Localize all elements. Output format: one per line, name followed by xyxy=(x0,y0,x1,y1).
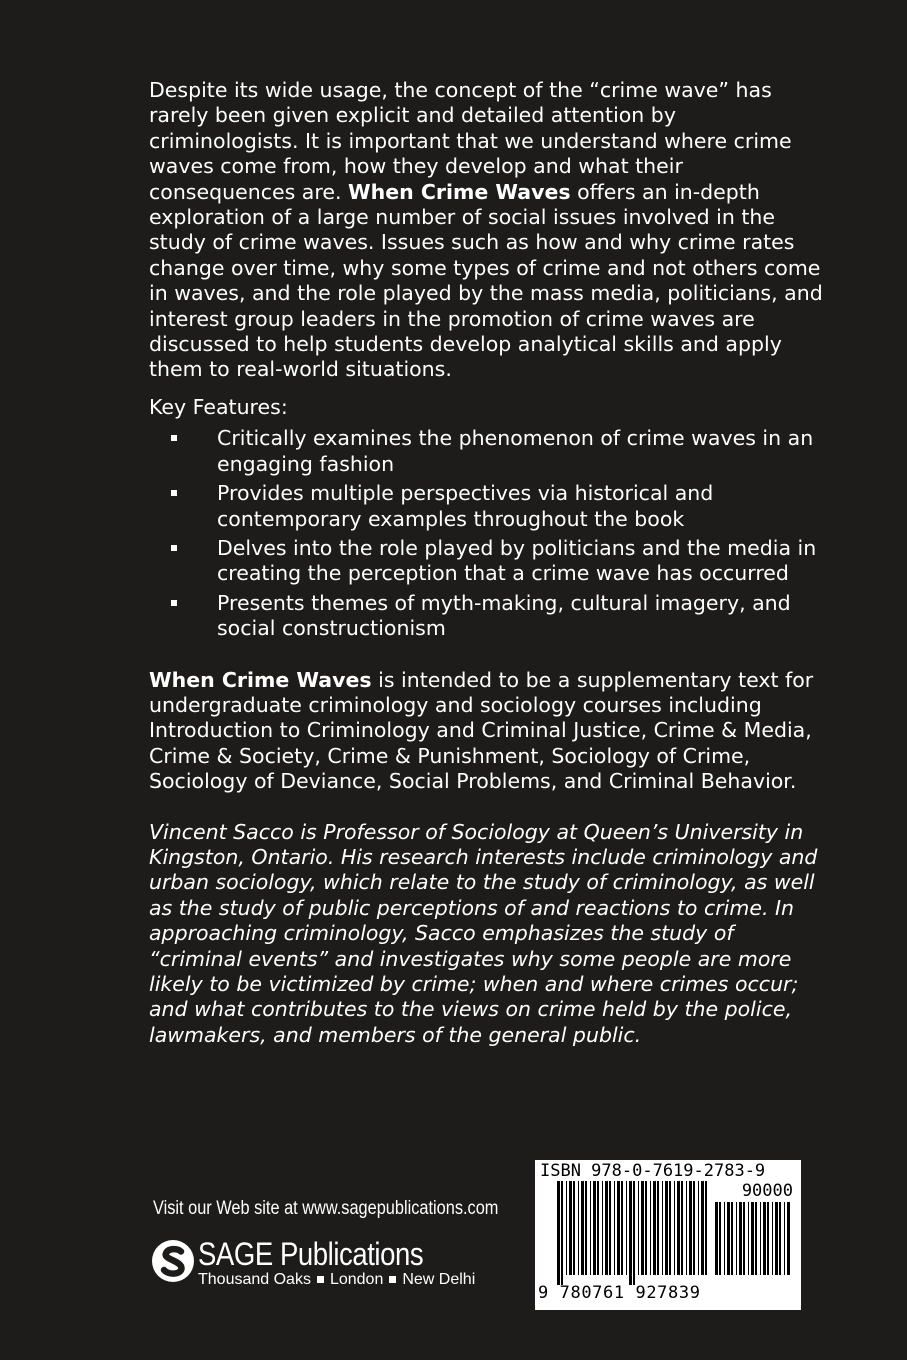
barcode-bar xyxy=(686,1181,687,1275)
barcode-bar xyxy=(602,1181,603,1275)
barcode-bar xyxy=(669,1181,671,1275)
description-book-title: When Crime Waves xyxy=(347,179,571,204)
key-feature-text: Provides multiple perspectives via historical and contemporary examples throughout the book xyxy=(217,481,714,531)
barcode-bar xyxy=(573,1181,575,1275)
square-bullet-icon xyxy=(171,545,177,551)
ean-barcode-bars xyxy=(557,1181,709,1285)
square-separator-icon xyxy=(317,1276,324,1283)
barcode-bar xyxy=(645,1181,647,1275)
barcode-bar xyxy=(698,1181,699,1275)
square-bullet-icon xyxy=(171,435,177,441)
key-features-label: Key Features: xyxy=(149,394,288,419)
barcode-bar xyxy=(609,1181,611,1275)
isbn-barcode xyxy=(535,1160,801,1310)
barcode-bar xyxy=(693,1181,695,1275)
key-feature-text: Critically examines the phenomenon of crime waves in an engaging fashion xyxy=(217,426,814,476)
barcode-bar xyxy=(772,1202,773,1275)
barcode-bar xyxy=(621,1181,623,1275)
barcode-bar xyxy=(743,1202,745,1275)
barcode-bar xyxy=(657,1181,659,1275)
barcode-bar xyxy=(755,1202,757,1275)
key-feature-text: Delves into the role played by politicians and the media in creating the perception that a crime wave has occurred xyxy=(217,535,817,586)
back-cover-text xyxy=(149,78,829,1048)
barcode-bar xyxy=(566,1181,567,1275)
barcode-bar xyxy=(760,1202,761,1275)
barcode-bar xyxy=(784,1202,785,1275)
barcode-bar xyxy=(557,1181,560,1285)
barcode-bar xyxy=(585,1181,587,1275)
barcode-bar xyxy=(727,1202,730,1275)
price-code: 90000 xyxy=(741,1181,793,1201)
barcode-bar xyxy=(561,1181,563,1285)
barcode-bar xyxy=(677,1181,680,1275)
barcode-bar xyxy=(779,1202,781,1275)
barcode-bar xyxy=(569,1181,572,1275)
key-feature-item xyxy=(149,591,829,642)
barcode-bar xyxy=(665,1181,668,1275)
barcode-bar xyxy=(590,1181,591,1275)
barcode-bar xyxy=(581,1181,584,1275)
barcode-bar xyxy=(736,1202,737,1275)
sage-s-logo-icon xyxy=(152,1240,194,1282)
barcode-bar xyxy=(641,1181,644,1275)
isbn-text: ISBN 978-0-7619-2783-9 xyxy=(540,1161,766,1181)
website-text: Visit our Web site at www.sagepublications.com xyxy=(153,1198,499,1219)
square-separator-icon xyxy=(389,1276,396,1283)
barcode-bar xyxy=(748,1202,749,1275)
barcode-bar xyxy=(633,1181,635,1285)
intended-book-title: When Crime Waves xyxy=(149,667,372,692)
barcode-bar xyxy=(597,1181,599,1275)
barcode-bar xyxy=(705,1181,707,1275)
key-feature-item xyxy=(149,536,829,587)
description-part-2: offers an in-depth exploration of a large number of social issues involved in the study of crime waves. Issues such as how and why crime rates change over time, why some types of crime and not others come in waves, and the role played by the mass media, politicians, and interest group leaders in the promotion of crime waves are discussed to help students develop analytical skills and apply them to real-world situations. xyxy=(149,179,823,382)
publisher-cities xyxy=(198,1271,475,1289)
publisher-name: SAGE Publications xyxy=(198,1236,424,1272)
barcode-bar xyxy=(719,1202,721,1275)
city-name: New Delhi xyxy=(402,1271,476,1288)
barcode-bar xyxy=(715,1202,718,1275)
barcode-bar xyxy=(638,1181,639,1275)
square-bullet-icon xyxy=(171,600,177,606)
barcode-bar xyxy=(739,1202,742,1275)
key-feature-item xyxy=(149,481,829,532)
barcode-bar xyxy=(681,1181,683,1275)
barcode-bar xyxy=(614,1181,615,1275)
key-features-list xyxy=(149,426,829,641)
description-part-1: Despite its wide usage, the concept of the “crime wave” has rarely been given explicit and detailed attention by criminologists. It is important that we understand where crime waves come from, how they develop and what their consequences are. xyxy=(149,78,792,204)
ean-digits: 9 780761 927839 xyxy=(538,1283,701,1303)
barcode-bar xyxy=(701,1181,704,1275)
barcode-bar xyxy=(617,1181,620,1275)
city-name: Thousand Oaks xyxy=(198,1271,311,1288)
barcode-bar xyxy=(578,1181,579,1275)
author-bio: Vincent Sacco is Professor of Sociology at Queen’s University in Kingston, Ontario. His research interests include criminology and urban sociology, which relate to the study of criminology, as well as the study of public perceptions of and reactions to crime. In approaching criminology, Sacco emphasizes the study of “criminal events” and investigates why some people are more likely to be victimized by crime; when and where crimes occur; and what contributes to the views on crime held by the police, lawmakers, and members of the general public. xyxy=(149,819,818,1047)
barcode-bar xyxy=(662,1181,663,1275)
barcode-bar xyxy=(763,1202,766,1275)
square-bullet-icon xyxy=(171,490,177,496)
barcode-bar xyxy=(751,1202,754,1275)
barcode-bar xyxy=(787,1202,790,1275)
key-feature-text: Presents themes of myth-making, cultural imagery, and social constructionism xyxy=(217,590,791,641)
key-feature-item xyxy=(149,426,829,477)
barcode-bar xyxy=(689,1181,692,1275)
barcode-bar xyxy=(724,1202,725,1275)
addon-barcode-bars xyxy=(715,1202,793,1285)
barcode-bar xyxy=(605,1181,608,1275)
barcode-bar xyxy=(629,1181,632,1285)
barcode-bar xyxy=(653,1181,656,1275)
barcode-bar xyxy=(767,1202,769,1275)
city-name: London xyxy=(329,1271,384,1288)
barcode-bar xyxy=(731,1202,733,1275)
barcode-bar xyxy=(674,1181,675,1275)
intended-text: is intended to be a supplementary text for undergraduate criminology and sociology courses including Introduction to Criminology and Criminal Justice, Crime & Media, Crime & Society, Crime & Punishment, Sociology of Crime, Sociology of Deviance, Social Problems, and Criminal Behavior. xyxy=(149,667,814,794)
barcode-bar xyxy=(650,1181,651,1275)
barcode-bar xyxy=(593,1181,596,1275)
barcode-bar xyxy=(775,1202,778,1275)
book-description xyxy=(149,78,829,383)
intended-audience-paragraph xyxy=(149,668,829,795)
barcode-bar xyxy=(626,1181,627,1275)
